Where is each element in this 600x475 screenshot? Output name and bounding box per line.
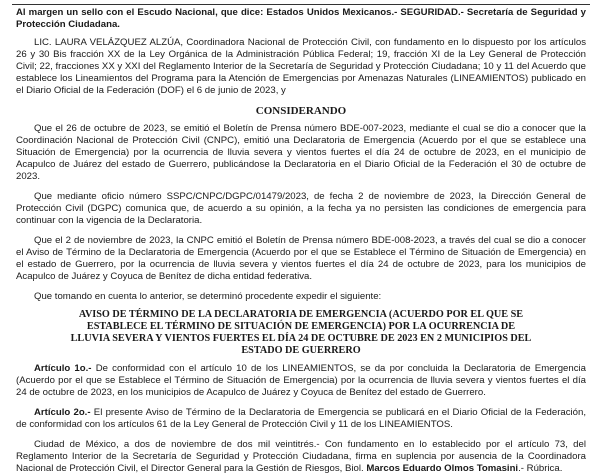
seal-note: Al margen un sello con el Escudo Nacional, que dice: Estados Unidos Mexicanos.- SEGURIDAD.- Secretaría de Seguridad y Protección Ciudadana. <box>16 7 586 30</box>
closing-paragraph <box>16 439 586 475</box>
decree-title: AVISO DE TÉRMINO DE LA DECLARATORIA DE EMERGENCIA (ACUERDO POR EL QUE SE ESTABLECE EL TÉRMINO DE SITUACIÓN DE EMERGENCIA) POR LA OCURRENCIA DE LLUVIA SEVERA Y VIENTOS FUERTES EL DÍA 24 DE OCTUBRE DE 2023 EN 2 MUNICIPIOS DEL ESTADO DE GUERRERO <box>70 309 532 356</box>
article-2-label: Artículo 2o.- <box>34 407 91 418</box>
considerando-paragraph: Que el 2 de noviembre de 2023, la CNPC emitió el Boletín de Prensa número BDE-008-2023, a través del cual se dio a conocer el Aviso de Término de la Declaratoria de Emergencia (Acuerdo por el que se Establece el Término de Situación de Emergencia) en el estado de Guerrero, por la ocurrencia de lluvia severa y vientos fuertes el día 24 de octubre de 2023, para los municipios de Acapulco de Juárez y Coyuca de Benítez de dicha entidad federativa. <box>16 235 586 282</box>
considerando-paragraph: Que el 26 de octubre de 2023, se emitió el Boletín de Prensa número BDE-007-2023, mediante el cual se dio a conocer que la Coordinación Nacional de Protección Civil (CNPC), emitió una Declaratoria de Emergencia (Acuerdo por el que se establece una Situación de Emergencia) por la ocurrencia de lluvia severa y vientos fuertes el día 24 de octubre de 2023, en el municipio de Acapulco de Juárez del estado de Guerrero, publicándose la Declaratoria en el Diario Oficial de la Federación el 30 de octubre de 2023. <box>16 123 586 182</box>
article-2-text: El presente Aviso de Término de la Declaratoria de Emergencia se publicará en el Diario Oficial de la Federación, de conformidad con los artículos 61 de la Ley General de Protección Civil y 11 de los LINEAMIENTOS. <box>16 407 587 430</box>
closing-tail: .- Rúbrica. <box>518 463 563 474</box>
considerando-paragraph: Que tomando en cuenta lo anterior, se determinó procedente expedir el siguiente: <box>34 291 382 302</box>
closing-text: Ciudad de México, a dos de noviembre de dos mil veintitrés.- Con fundamento en lo establecido por el artículo 73, del Reglamento Interior de la Secretaría de Seguridad y Protección Ciudadana, firma en suplencia por ausencia de la Coordinadora Nacional de Protección Civil, el Director General para la Gestión de Riesgos, Biol. <box>16 439 586 474</box>
intro-paragraph: LIC. LAURA VELÁZQUEZ ALZÚA, Coordinadora Nacional de Protección Civil, con fundamento en lo dispuesto por los artículos 26 y 30 Bis fracción XX de la Ley Orgánica de la Administración Pública Federal; 19, fracción XI de la Ley General de Protección Civil; 22, fracciones XX y XXI del Reglamento Interior de la Secretaría de Seguridad y Protección Ciudadana; 10 y 11 del Acuerdo que establece los Lineamientos del Programa para la Atención de Emergencias por Amenazas Naturales (LINEAMIENTOS) publicado en el Diario Oficial de la Federación (DOF) el 6 de junio de 2023, y <box>16 37 586 96</box>
considerando-paragraph: Que mediante oficio número SSPC/CNPC/DGPC/01479/2023, de fecha 2 de noviembre de 2023, la Dirección General de Protección Civil (DGPC) comunica que, de acuerdo a su opinión, a la fecha ya no persisten las condiciones de emergencia para continuar con la vigencia de la Declaratoria. <box>16 191 586 226</box>
article-1-label: Artículo 1o.- <box>34 363 92 374</box>
top-rule <box>12 4 590 5</box>
signer-name: Marcos Eduardo Olmos Tomasini <box>366 463 519 474</box>
article-1-text: De conformidad con el artículo 10 de los LINEAMIENTOS, se da por concluida la Declaratoria de Emergencia (Acuerdo por el que se Establece el Término de Situación de Emergencia) por la ocurrencia de lluvia severa y vientos fuertes el día 24 de octubre de 2023, en los municipios de Acapulco de Juárez y Coyuca de Benítez del estado de Guerrero. <box>16 363 586 398</box>
considerando-heading: CONSIDERANDO <box>255 105 347 117</box>
article-2 <box>16 407 586 431</box>
article-1 <box>16 363 586 399</box>
